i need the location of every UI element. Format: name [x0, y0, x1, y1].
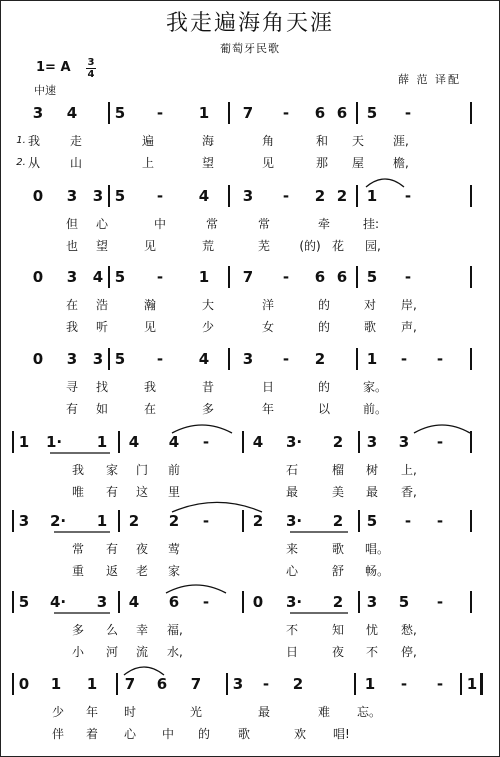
lyric-verse-1: 家。: [363, 380, 388, 394]
lyric-verse-2: 着: [85, 727, 98, 741]
lyric-verse-2: 以: [317, 402, 330, 416]
lyric-verse-2: 望: [95, 239, 108, 253]
lyric-verse-1: 树: [365, 463, 378, 477]
jianpu-note: 2: [252, 512, 264, 530]
lyric-verse-2: 荒: [201, 239, 214, 253]
lyric-verse-1: 难: [317, 705, 330, 719]
jianpu-note: 6: [336, 268, 348, 286]
jianpu-note: 6: [156, 675, 168, 693]
dash-note: -: [400, 350, 408, 368]
lyric-verse-1: 石: [285, 463, 298, 477]
slur: [366, 179, 404, 187]
jianpu-note: 1: [466, 675, 478, 693]
lyric-verse-1: 知: [331, 623, 344, 637]
lyric-verse-1: 的: [317, 298, 330, 312]
lyric-verse-2: 女: [261, 320, 274, 334]
jianpu-note: 6: [168, 593, 180, 611]
jianpu-note: 1: [18, 433, 30, 451]
jianpu-note: 0: [18, 675, 30, 693]
dash-note: -: [156, 350, 164, 368]
dash-note: -: [202, 512, 210, 530]
lyric-verse-2: 声,: [401, 320, 417, 334]
lyric-verse-1: 多: [71, 623, 84, 637]
dash-note: -: [262, 675, 270, 693]
jianpu-note: 4: [128, 593, 140, 611]
lyric-verse-2: 我: [65, 320, 78, 334]
dash-note: -: [436, 512, 444, 530]
lyric-verse-2: 的: [317, 320, 330, 334]
jianpu-note: 4: [252, 433, 264, 451]
jianpu-note: 4: [198, 350, 210, 368]
slur: [166, 585, 226, 593]
stave-system: [0, 102, 500, 186]
lyric-verse-1: 的: [317, 380, 330, 394]
lyric-verse-1: 夜: [135, 542, 148, 556]
slur-layer: [0, 663, 500, 683]
lyric-verse-2: 心: [285, 564, 298, 578]
lyric-verse-2: 最: [365, 485, 378, 499]
lyric-verse-1: 遍: [141, 134, 154, 148]
jianpu-note: 3: [92, 350, 104, 368]
jianpu-note: 7: [190, 675, 202, 693]
slur-layer: [0, 581, 500, 601]
lyric-verse-1: 莺: [167, 542, 180, 556]
dash-note: -: [202, 593, 210, 611]
lyric-verse-1: 我: [71, 463, 84, 477]
dash-note: -: [400, 675, 408, 693]
jianpu-note: 2: [128, 512, 140, 530]
jianpu-note: 5: [114, 268, 126, 286]
lyric-verse-1: 我: [143, 380, 156, 394]
lyric-verse-2: 水,: [167, 645, 183, 659]
lyric-verse-2: 听: [95, 320, 108, 334]
lyric-verse-1: 福,: [167, 623, 183, 637]
lyric-verse-1: 有: [105, 542, 118, 556]
lyric-verse-2: 歌: [237, 727, 250, 741]
jianpu-note: 1·: [46, 433, 63, 451]
lyric-verse-2: 家: [167, 564, 180, 578]
lyric-verse-2: (的): [299, 239, 321, 253]
lyric-verse-2: 返: [105, 564, 118, 578]
dash-note: -: [156, 187, 164, 205]
verse-number: 1.: [16, 135, 26, 146]
stave-system: [0, 348, 500, 432]
dash-note: -: [436, 593, 444, 611]
lyric-verse-1: 常: [71, 542, 84, 556]
jianpu-note: 3: [242, 350, 254, 368]
lyric-verse-1: 岸,: [401, 298, 417, 312]
dash-note: -: [282, 187, 290, 205]
lyric-verse-1: 角: [261, 134, 274, 148]
lyric-verse-1: 海: [201, 134, 214, 148]
jianpu-note: 1: [198, 268, 210, 286]
lyric-verse-2: 这: [135, 485, 148, 499]
lyric-verse-1: 中: [153, 217, 166, 231]
lyric-verse-1: 忧: [365, 623, 378, 637]
dash-note: -: [404, 512, 412, 530]
lyric-verse-2: 园,: [365, 239, 381, 253]
jianpu-note: 3: [96, 593, 108, 611]
jianpu-note: 6: [336, 104, 348, 122]
lyric-verse-2: 上: [141, 156, 154, 170]
time-signature: [86, 57, 96, 80]
jianpu-note: 2: [332, 433, 344, 451]
lyric-verse-2: 花: [331, 239, 344, 253]
lyric-verse-2: 见: [261, 156, 274, 170]
slur: [414, 425, 470, 433]
jianpu-note: 1: [96, 512, 108, 530]
dash-note: -: [436, 675, 444, 693]
lyric-verse-1: 涯,: [393, 134, 409, 148]
lyric-verse-2: 老: [135, 564, 148, 578]
lyric-verse-2: 有: [105, 485, 118, 499]
jianpu-note: 2·: [50, 512, 67, 530]
dash-note: -: [436, 433, 444, 451]
jianpu-note: 5: [366, 512, 378, 530]
lyric-verse-2: 日: [285, 645, 298, 659]
jianpu-note: 4: [92, 268, 104, 286]
jianpu-note: 2: [332, 512, 344, 530]
jianpu-note: 5: [366, 268, 378, 286]
lyric-verse-1: 门: [135, 463, 148, 477]
slur: [172, 502, 262, 512]
lyric-verse-1: 幸: [135, 623, 148, 637]
lyric-verse-1: 时: [123, 705, 136, 719]
lyric-verse-1: 上,: [401, 463, 417, 477]
lyric-verse-1: 走: [69, 134, 82, 148]
lyric-verse-1: 常: [205, 217, 218, 231]
lyric-verse-2: 那: [315, 156, 328, 170]
dash-note: -: [436, 350, 444, 368]
lyric-verse-2: 畅。: [365, 564, 390, 578]
lyric-verse-1: 家: [105, 463, 118, 477]
jianpu-note: 5: [114, 104, 126, 122]
lyric-verse-1: 日: [261, 380, 274, 394]
lyric-verse-1: 最: [257, 705, 270, 719]
lyric-verse-2: 重: [71, 564, 84, 578]
lyric-verse-2: 流: [135, 645, 148, 659]
jianpu-note: 3: [242, 187, 254, 205]
lyric-verse-1: 光: [189, 705, 202, 719]
jianpu-note: 1: [96, 433, 108, 451]
jianpu-note: 3·: [286, 512, 303, 530]
dash-note: -: [282, 350, 290, 368]
lyric-verse-2: 的: [197, 727, 210, 741]
lyric-verse-2: 美: [331, 485, 344, 499]
slur-layer: [0, 175, 500, 195]
jianpu-note: 3: [92, 187, 104, 205]
lyric-verse-1: 不: [285, 623, 298, 637]
jianpu-note: 3: [366, 433, 378, 451]
lyric-verse-1: 瀚: [143, 298, 156, 312]
lyric-verse-1: 浩: [95, 298, 108, 312]
jianpu-note: 3·: [286, 593, 303, 611]
jianpu-note: 5: [398, 593, 410, 611]
time-signature-top: 3: [87, 57, 95, 68]
lyric-verse-2: 欢: [293, 727, 306, 741]
lyric-verse-1: 对: [363, 298, 376, 312]
jianpu-note: 1: [366, 187, 378, 205]
lyric-verse-2: 见: [143, 239, 156, 253]
lyric-verse-2: 少: [201, 320, 214, 334]
key-signature: 1= A: [36, 60, 71, 75]
jianpu-note: 6: [314, 268, 326, 286]
lyric-verse-2: 有: [65, 402, 78, 416]
lyric-verse-1: 洋: [261, 298, 274, 312]
lyric-verse-2: 檐,: [393, 156, 409, 170]
slur-layer: [0, 500, 500, 520]
slur: [172, 425, 232, 433]
jianpu-note: 3: [32, 104, 44, 122]
lyric-verse-2: 山: [69, 156, 82, 170]
jianpu-note: 7: [242, 268, 254, 286]
lyric-verse-2: 多: [201, 402, 214, 416]
lyric-verse-1: 来: [285, 542, 298, 556]
jianpu-note: 4·: [50, 593, 67, 611]
verse-number: 2.: [16, 157, 26, 168]
lyric-verse-2: 前。: [363, 402, 388, 416]
dash-note: -: [282, 268, 290, 286]
dash-note: -: [156, 268, 164, 286]
lyric-verse-2: 歌: [363, 320, 376, 334]
lyric-verse-1: 唱。: [365, 542, 390, 556]
tempo-marking: 中速: [34, 84, 56, 97]
jianpu-note: 0: [252, 593, 264, 611]
jianpu-note: 1: [86, 675, 98, 693]
song-origin: 葡萄牙民歌: [220, 42, 280, 55]
dash-note: -: [282, 104, 290, 122]
jianpu-note: 3: [66, 268, 78, 286]
lyric-verse-1: 常: [257, 217, 270, 231]
slur-layer: [0, 256, 500, 276]
lyric-verse-2: 唯: [71, 485, 84, 499]
jianpu-note: 5: [114, 187, 126, 205]
jianpu-note: 5: [114, 350, 126, 368]
lyric-verse-2: 在: [143, 402, 156, 416]
dash-note: -: [404, 104, 412, 122]
jianpu-note: 0: [32, 268, 44, 286]
jianpu-note: 5: [18, 593, 30, 611]
slur-layer: [0, 421, 500, 441]
lyric-verse-1: 和: [315, 134, 328, 148]
lyric-verse-2: 夜: [331, 645, 344, 659]
time-signature-bottom: 4: [87, 69, 95, 80]
lyric-verse-2: 香,: [401, 485, 417, 499]
lyric-verse-1: 牵: [317, 217, 330, 231]
lyric-verse-1: 前: [167, 463, 180, 477]
lyric-verse-1: 心: [95, 217, 108, 231]
lyric-verse-2: 也: [65, 239, 78, 253]
lyric-verse-1: 少: [51, 705, 64, 719]
lyric-verse-2: 见: [143, 320, 156, 334]
lyric-verse-2: 河: [105, 645, 118, 659]
translator-credit: 薛 范 译配: [398, 73, 461, 86]
lyric-verse-2: 望: [201, 156, 214, 170]
lyric-verse-1: 歌: [331, 542, 344, 556]
jianpu-note: 0: [32, 350, 44, 368]
lyric-verse-1: 找: [95, 380, 108, 394]
jianpu-note: 3: [18, 512, 30, 530]
lyric-verse-2: 伴: [51, 727, 64, 741]
lyric-verse-2: 舒: [331, 564, 344, 578]
jianpu-note: 7: [124, 675, 136, 693]
lyric-verse-1: 大: [201, 298, 214, 312]
lyric-verse-1: 挂:: [363, 217, 380, 231]
lyric-verse-2: 心: [123, 727, 136, 741]
lyric-verse-2: 最: [285, 485, 298, 499]
dash-note: -: [404, 187, 412, 205]
lyric-verse-1: 在: [65, 298, 78, 312]
song-title: 我走遍海角天涯: [165, 11, 334, 36]
jianpu-note: 4: [128, 433, 140, 451]
lyric-verse-2: 唱!: [333, 727, 350, 741]
jianpu-note: 6: [314, 104, 326, 122]
lyric-verse-1: 但: [65, 217, 78, 231]
jianpu-note: 4: [168, 433, 180, 451]
jianpu-note: 3: [66, 187, 78, 205]
jianpu-note: 1: [50, 675, 62, 693]
jianpu-note: 7: [242, 104, 254, 122]
jianpu-note: 3: [398, 433, 410, 451]
jianpu-note: 5: [366, 104, 378, 122]
lyric-verse-2: 小: [71, 645, 84, 659]
dash-note: -: [202, 433, 210, 451]
stave-system: [0, 673, 500, 757]
lyric-verse-2: 从: [27, 156, 40, 170]
jianpu-note: 2: [332, 593, 344, 611]
lyric-verse-1: 我: [27, 134, 40, 148]
lyric-verse-1: 榴: [331, 463, 344, 477]
jianpu-note: 1: [198, 104, 210, 122]
dash-note: -: [404, 268, 412, 286]
lyric-verse-1: 忘。: [357, 705, 382, 719]
jianpu-note: 4: [198, 187, 210, 205]
lyric-verse-1: 愁,: [401, 623, 417, 637]
jianpu-note: 3: [366, 593, 378, 611]
slur-layer: [0, 338, 500, 358]
dash-note: -: [156, 104, 164, 122]
lyric-verse-2: 芜: [257, 239, 270, 253]
lyric-verse-2: 中: [161, 727, 174, 741]
lyric-verse-1: 寻: [65, 380, 78, 394]
jianpu-note: 4: [66, 104, 78, 122]
lyric-verse-1: 么: [105, 623, 118, 637]
jianpu-note: 0: [32, 187, 44, 205]
lyric-verse-2: 如: [95, 402, 108, 416]
lyric-verse-2: 里: [167, 485, 180, 499]
lyric-verse-2: 停,: [401, 645, 417, 659]
lyric-verse-1: 昔: [201, 380, 214, 394]
jianpu-note: 2: [314, 187, 326, 205]
jianpu-note: 2: [168, 512, 180, 530]
lyric-verse-2: 年: [261, 402, 274, 416]
slur-layer: [0, 92, 500, 112]
jianpu-note: 2: [314, 350, 326, 368]
jianpu-note: 3: [66, 350, 78, 368]
jianpu-note: 3: [232, 675, 244, 693]
lyric-verse-2: 屋: [351, 156, 364, 170]
lyric-verse-2: 不: [365, 645, 378, 659]
jianpu-note: 2: [292, 675, 304, 693]
jianpu-note: 3·: [286, 433, 303, 451]
jianpu-note: 2: [336, 187, 348, 205]
lyric-verse-1: 天: [351, 134, 364, 148]
lyric-verse-1: 年: [85, 705, 98, 719]
jianpu-note: 1: [364, 675, 376, 693]
jianpu-note: 1: [366, 350, 378, 368]
slur: [124, 667, 164, 675]
